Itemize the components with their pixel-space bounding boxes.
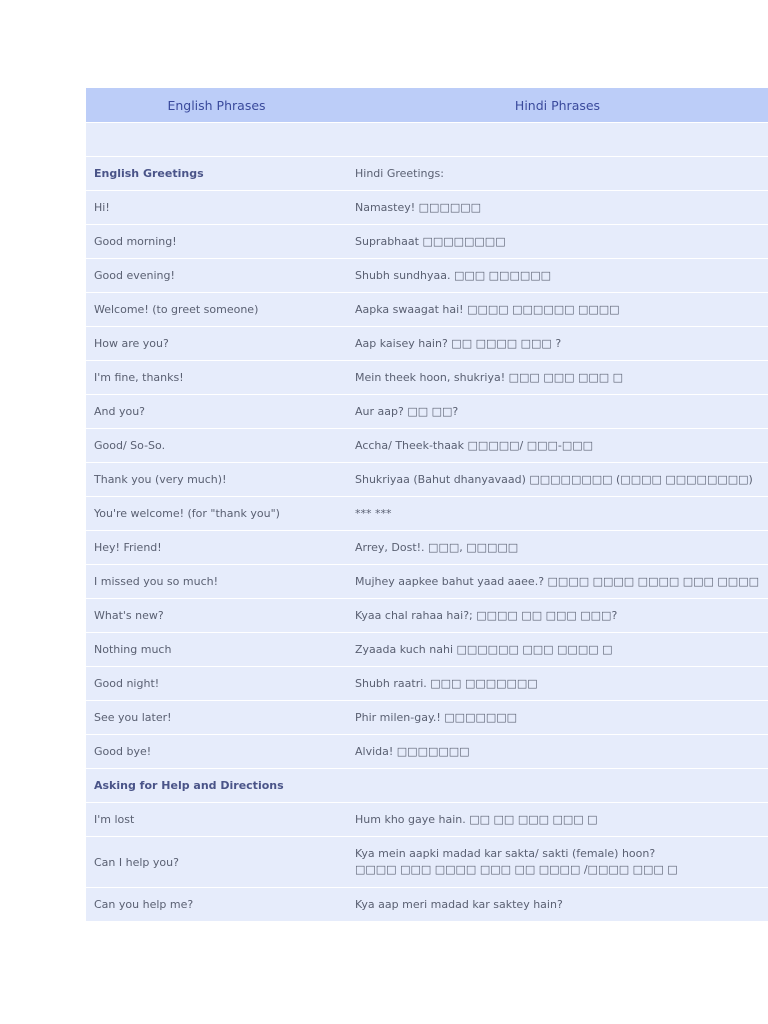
table-row bbox=[86, 327, 768, 361]
english-phrase-cell: Good/ So-So. bbox=[86, 429, 347, 463]
english-phrase-cell: And you? bbox=[86, 395, 347, 429]
table-row bbox=[86, 633, 768, 667]
table-row bbox=[86, 123, 768, 157]
section-row bbox=[86, 157, 768, 191]
hindi-phrase-cell bbox=[347, 429, 768, 463]
table-row bbox=[86, 735, 768, 769]
hindi-phrase-cell bbox=[347, 225, 768, 259]
table-row bbox=[86, 888, 768, 922]
hindi-phrase-cell bbox=[347, 565, 768, 599]
english-phrase-cell: Nothing much bbox=[86, 633, 347, 667]
hindi-phrase-cell bbox=[347, 803, 768, 837]
hindi-phrase-text: Zyaada kuch nahi □□□□□□ □□□ □□□□ □ bbox=[355, 642, 613, 656]
hindi-phrase-text: Aap kaisey hain? □□ □□□□ □□□ ? bbox=[355, 336, 562, 350]
hindi-phrase-text: Hum kho gaye hain. □□ □□ □□□ □□□ □ bbox=[355, 812, 598, 826]
english-phrase-cell: Good morning! bbox=[86, 225, 347, 259]
hindi-phrase-cell bbox=[347, 497, 768, 531]
english-phrase-cell: Can you help me? bbox=[86, 888, 347, 922]
hindi-phrase-cell bbox=[347, 701, 768, 735]
english-phrase-cell: See you later! bbox=[86, 701, 347, 735]
hindi-phrase-text: Suprabhaat □□□□□□□□ bbox=[355, 234, 506, 248]
english-phrase-cell: Welcome! (to greet someone) bbox=[86, 293, 347, 327]
hindi-phrase-text: Kya aap meri madad kar saktey hain? bbox=[355, 897, 563, 911]
english-phrase-cell: Hi! bbox=[86, 191, 347, 225]
table-row bbox=[86, 225, 768, 259]
hindi-phrase-text: Aapka swaagat hai! □□□□ □□□□□□ □□□□ bbox=[355, 302, 620, 316]
hindi-phrase-text: Mein theek hoon, shukriya! □□□ □□□ □□□ □ bbox=[355, 370, 624, 384]
table-header-row bbox=[86, 88, 768, 123]
hindi-phrase-text: Namastey! □□□□□□ bbox=[355, 200, 482, 214]
hindi-phrase-cell bbox=[347, 888, 768, 922]
hindi-phrase-text: Alvida! □□□□□□□ bbox=[355, 744, 470, 758]
hindi-phrase-text: Aur aap? □□ □□? bbox=[355, 404, 459, 418]
english-phrase-cell: Good evening! bbox=[86, 259, 347, 293]
table-body bbox=[86, 123, 768, 922]
table-row bbox=[86, 191, 768, 225]
hindi-phrase-text: Arrey, Dost!. □□□, □□□□□ bbox=[355, 540, 519, 554]
table-row bbox=[86, 361, 768, 395]
table-row bbox=[86, 565, 768, 599]
table-row bbox=[86, 837, 768, 888]
table-row bbox=[86, 395, 768, 429]
english-phrase-cell: Hey! Friend! bbox=[86, 531, 347, 565]
english-phrase-cell: How are you? bbox=[86, 327, 347, 361]
hindi-phrase-cell bbox=[347, 769, 768, 803]
phrase-table bbox=[86, 88, 768, 922]
hindi-phrase-cell bbox=[347, 395, 768, 429]
hindi-phrase-text: Shubh sundhyaa. □□□ □□□□□□ bbox=[355, 268, 552, 282]
english-phrase-cell: What's new? bbox=[86, 599, 347, 633]
table-row bbox=[86, 701, 768, 735]
section-row bbox=[86, 769, 768, 803]
hindi-phrase-text: *** *** bbox=[355, 506, 392, 520]
hindi-phrase-text: Shukriyaa (Bahut dhanyavaad) □□□□□□□□ (□□□□ □□□□□□□□) bbox=[355, 472, 753, 486]
header-hindi: Hindi Phrases bbox=[347, 88, 768, 123]
hindi-phrase-cell bbox=[347, 123, 768, 157]
hindi-phrase-cell bbox=[347, 157, 768, 191]
table-row bbox=[86, 463, 768, 497]
table-row bbox=[86, 803, 768, 837]
english-phrase-cell bbox=[86, 123, 347, 157]
table-row bbox=[86, 293, 768, 327]
hindi-phrase-text: Shubh raatri. □□□ □□□□□□□ bbox=[355, 676, 538, 690]
hindi-phrase-cell bbox=[347, 191, 768, 225]
hindi-phrase-cell bbox=[347, 293, 768, 327]
hindi-phrase-cell bbox=[347, 837, 768, 888]
hindi-phrase-cell bbox=[347, 361, 768, 395]
english-phrase-cell: Asking for Help and Directions bbox=[86, 769, 347, 803]
hindi-phrase-text: Accha/ Theek-thaak □□□□□/ □□□-□□□ bbox=[355, 438, 594, 452]
english-phrase-cell: Good bye! bbox=[86, 735, 347, 769]
table-row bbox=[86, 259, 768, 293]
english-phrase-cell: I missed you so much! bbox=[86, 565, 347, 599]
hindi-phrase-text: Hindi Greetings: bbox=[355, 166, 444, 180]
english-phrase-cell: I'm fine, thanks! bbox=[86, 361, 347, 395]
english-phrase-cell: I'm lost bbox=[86, 803, 347, 837]
hindi-phrase-text: Kyaa chal rahaa hai?; □□□□ □□ □□□ □□□? bbox=[355, 608, 618, 622]
table-row bbox=[86, 531, 768, 565]
hindi-phrase-cell bbox=[347, 735, 768, 769]
table-row bbox=[86, 429, 768, 463]
english-phrase-cell: Good night! bbox=[86, 667, 347, 701]
hindi-phrase-text: Phir milen-gay.! □□□□□□□ bbox=[355, 710, 518, 724]
hindi-phrase-cell bbox=[347, 327, 768, 361]
hindi-phrase-cell bbox=[347, 667, 768, 701]
table-row bbox=[86, 667, 768, 701]
hindi-phrase-text: Kya mein aapki madad kar sakta/ sakti (female) hoon? bbox=[355, 847, 656, 860]
english-phrase-cell: Thank you (very much)! bbox=[86, 463, 347, 497]
table-row bbox=[86, 599, 768, 633]
hindi-phrase-cell bbox=[347, 599, 768, 633]
english-phrase-cell: Can I help you? bbox=[86, 837, 347, 888]
header-english: English Phrases bbox=[86, 88, 347, 123]
table-row bbox=[86, 497, 768, 531]
english-phrase-cell: You're welcome! (for "thank you") bbox=[86, 497, 347, 531]
hindi-phrase-cell bbox=[347, 633, 768, 667]
hindi-phrase-cell bbox=[347, 531, 768, 565]
hindi-phrase-cell bbox=[347, 463, 768, 497]
hindi-script-text: □□□□ □□□ □□□□ □□□ □□ □□□□ /□□□□ □□□ □ bbox=[355, 863, 678, 876]
hindi-phrase-cell bbox=[347, 259, 768, 293]
hindi-phrase-text: Mujhey aapkee bahut yaad aaee.? □□□□ □□□□ □□□□ □□□ □□□□ bbox=[355, 574, 759, 588]
english-phrase-cell: English Greetings bbox=[86, 157, 347, 191]
